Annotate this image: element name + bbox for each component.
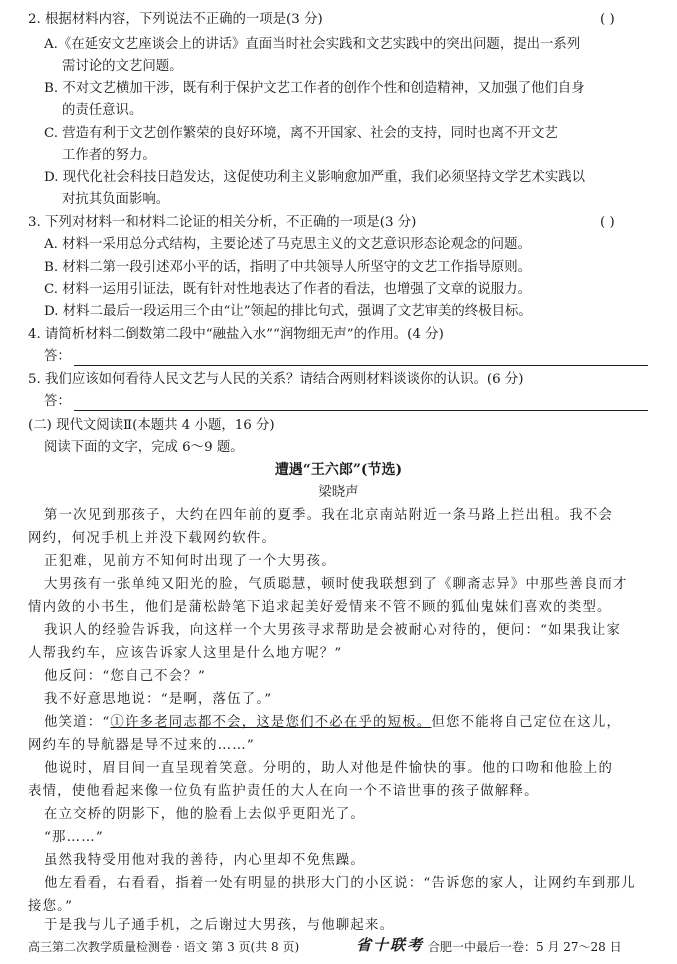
q3-stem: 3. 下列对材料一和材料二论证的相关分析，不正确的一项是(3 分) [28, 215, 417, 230]
q2-option-b-cont: 的责任意识。 [62, 103, 143, 118]
q2-option-d: D. 现代化社会科技日趋发达，这促使功利主义影响愈加严重，我们必须坚持文学艺术实践以 [44, 170, 586, 185]
story-line: 于是我与儿子通手机，之后谢过大男孩，与他聊起来。 [44, 918, 395, 933]
q5-answer-line[interactable] [74, 410, 648, 411]
q4-answer-line[interactable] [74, 365, 648, 366]
story-line: 大男孩有一张单纯又阳光的脸，气质聪慧，顿时使我联想到了《聊斋志异》中那些善良而才 [44, 577, 628, 592]
q5-answer-label: 答： [44, 394, 71, 409]
story-title: 遭遇“王六郎”(节选) [274, 462, 403, 478]
story-line: 网约车的导航器是导不过来的……” [28, 738, 255, 753]
story-line: “那……” [44, 830, 104, 845]
q2-option-a-cont: 需讨论的文艺问题。 [62, 59, 183, 74]
q2-stem: 2. 根据材料内容，下列说法不正确的一项是(3 分) [28, 12, 323, 27]
q3-option-a: A. 材料一采用总分式结构，主要论述了马克思主义的文艺意识形态论观念的问题。 [44, 237, 531, 252]
story-line: 我不好意思地说：“是啊，落伍了。” [44, 692, 273, 707]
q2-option-c: C. 营造有利于文艺创作繁荣的良好环境，离不开国家、社会的支持，同时也离不开文艺 [44, 126, 558, 141]
footer-logo: 省十联考 [356, 936, 425, 954]
q2-option-c-cont: 工作者的努力。 [62, 148, 156, 163]
q3-option-c: C. 材料一运用引证法，既有针对性地表达了作者的看法，也增强了文章的说服力。 [44, 282, 531, 297]
underlined-sentence: ①许多老同志都不会，这是您们不必在乎的短板。 [110, 715, 432, 730]
q2-option-b: B. 不对文艺横加干涉，既有利于保护文艺工作者的创作个性和创造精神，又加强了他们自身 [44, 81, 585, 96]
q3-option-b: B. 材料二第一段引述邓小平的话，指明了中共领导人所坚守的文艺工作指导原则。 [44, 260, 532, 275]
q3-answer-paren: ( ) [600, 215, 615, 230]
q5-stem: 5. 我们应该如何看待人民文艺与人民的关系？请结合两则材料谈谈你的认识。(6 分) [28, 372, 524, 387]
q4-stem: 4. 请简析材料二倒数第二段中“融盐入水”“润物细无声”的作用。(4 分) [28, 327, 444, 342]
section-instruction: 阅读下面的文字，完成 6～9 题。 [44, 440, 244, 455]
story-line: 虽然我特受用他对我的善待，内心里却不免焦躁。 [44, 853, 365, 868]
story-line: 情内敛的小书生，他们是蒲松龄笔下追求起美好爱情来不管不顾的狐仙鬼妹们喜欢的类型。 [28, 600, 612, 615]
story-author: 梁晓声 [318, 485, 359, 500]
story-line: 网约，何况手机上并没下载网约软件。 [28, 531, 277, 546]
q2-option-a: A.《在延安文艺座谈会上的讲话》直面当时社会实践和文艺实践中的突出问题，提出一系列 [44, 37, 581, 52]
story-line: 人帮我约车，应该告诉家人这里是什么地方呢？” [28, 646, 343, 661]
q2-answer-paren: ( ) [600, 12, 615, 27]
footer-school-date: 合肥一中最后一卷：5 月 27～28 日 [428, 940, 622, 954]
story-line: 在立交桥的阴影下，他的脸看上去似乎更阳光了。 [44, 807, 365, 822]
story-line: 他左看看，右看看，指着一处有明显的拱形大门的小区说：“告诉您的家人，让网约车到那儿 [44, 876, 636, 891]
story-line: 接您。” [28, 899, 74, 914]
footer-exam-info: 高三第二次教学质量检测卷 · 语文 第 3 页(共 8 页) [28, 940, 300, 954]
q2-option-d-cont: 对抗其负面影响。 [62, 192, 170, 207]
story-line-underlined: 他笑道：“①许多老同志都不会，这是您们不必在乎的短板。但您不能将自己定位在这儿， [44, 715, 622, 730]
story-line: 表情，使他看起来像一位负有监护责任的大人在向一个不谙世事的孩子做解释。 [28, 784, 539, 799]
story-line: 我识人的经验告诉我，向这样一个大男孩寻求帮助是会被耐心对待的，便问：“如果我让家 [44, 623, 622, 638]
q4-answer-label: 答： [44, 349, 71, 364]
story-line: 正犯难，见前方不知何时出现了一个大男孩。 [44, 554, 336, 569]
q3-option-d: D. 材料二最后一段运用三个由“让”领起的排比句式，强调了文艺审美的终极目标。 [44, 304, 532, 319]
section-heading: (二) 现代文阅读Ⅱ(本题共 4 小题，16 分) [28, 418, 275, 433]
story-line: 第一次见到那孩子，大约在四年前的夏季。我在北京南站附近一条马路上拦出租。我不会 [44, 508, 614, 523]
story-line: 他说时，眉目间一直呈现着笑意。分明的，助人对他是件愉快的事。他的口吻和他脸上的 [44, 761, 614, 776]
story-line: 他反问：“您自己不会？” [44, 669, 206, 684]
